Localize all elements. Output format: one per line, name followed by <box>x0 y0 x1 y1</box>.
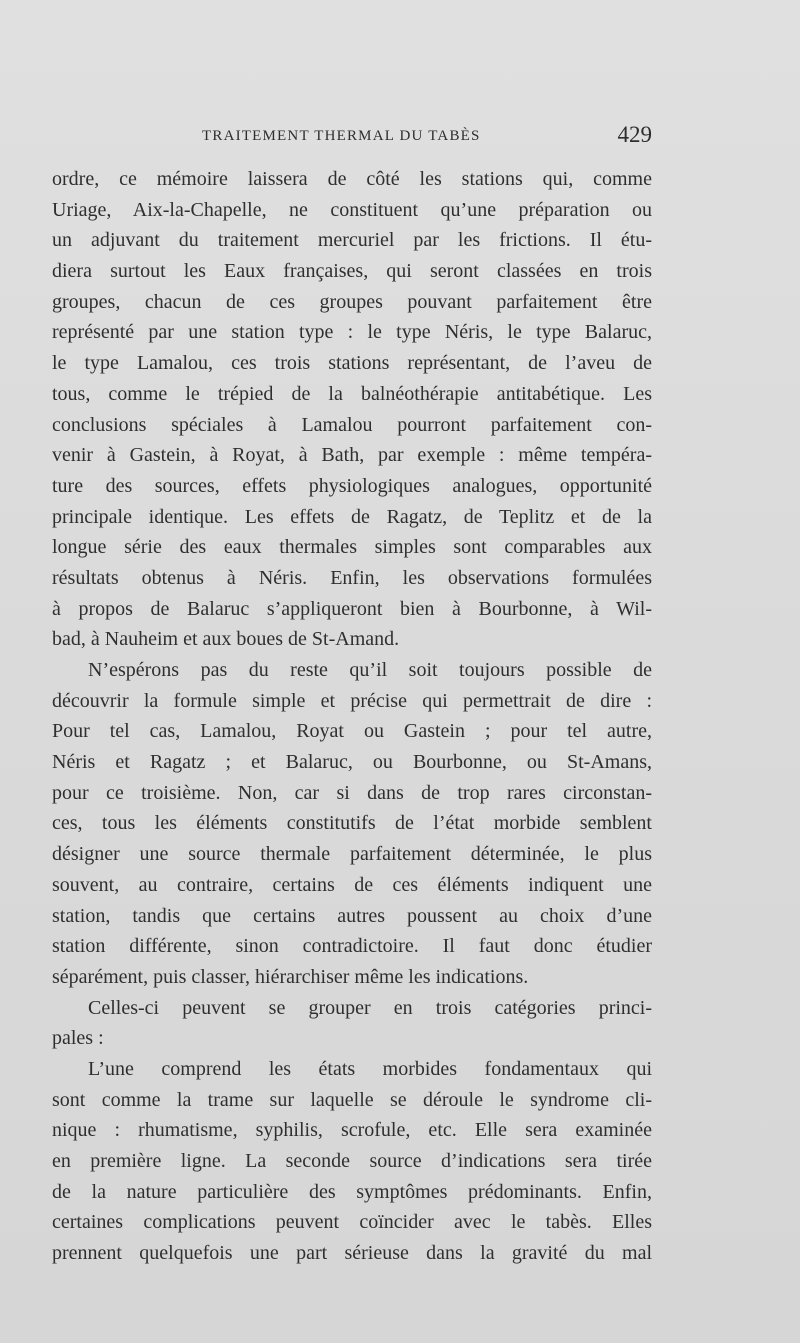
text-line: nique : rhumatisme, syphilis, scrofule, etc. Elle sera examinée <box>52 1119 652 1142</box>
text-line: souvent, au contraire, certains de ces éléments indiquent une <box>52 873 652 896</box>
text-line: Uriage, Aix-la-Chapelle, ne constituent qu’une préparation ou <box>52 198 652 221</box>
text-line: station différente, sinon contradictoire. Il faut donc étudier <box>52 935 652 958</box>
text-line: groupes, chacun de ces groupes pouvant parfaitement être <box>52 290 652 313</box>
running-head <box>52 122 652 152</box>
text-line: ture des sources, effets physiologiques analogues, opportunité <box>52 474 652 497</box>
text-line: certaines complications peuvent coïncider avec le tabès. Elles <box>52 1211 652 1234</box>
text-line: Pour tel cas, Lamalou, Royat ou Gastein ; pour tel autre, <box>52 720 652 743</box>
text-line: désigner une source thermale parfaitement déterminée, le plus <box>52 843 652 866</box>
text-line: pales : <box>52 1027 104 1050</box>
text-line: longue série des eaux thermales simples sont comparables aux <box>52 536 652 559</box>
text-line: pour ce troisième. Non, car si dans de trop rares circonstan- <box>52 781 652 804</box>
running-title: TRAITEMENT THERMAL DU TABÈS <box>202 128 481 144</box>
text-line: N’espérons pas du reste qu’il soit toujours possible de <box>88 659 652 681</box>
text-line: ces, tous les éléments constitutifs de l’état morbide semblent <box>52 812 652 835</box>
page-number: 429 <box>617 122 652 147</box>
text-line: en première ligne. La seconde source d’indications sera tirée <box>52 1150 652 1172</box>
text-line: sont comme la trame sur laquelle se déroule le syndrome cli- <box>52 1088 652 1111</box>
text-line: prennent quelquefois une part sérieuse dans la gravité du mal <box>52 1242 652 1265</box>
text-line: Néris et Ragatz ; et Balaruc, ou Bourbonne, ou St-Amans, <box>52 751 652 774</box>
text-line: ordre, ce mémoire laissera de côté les stations qui, comme <box>52 168 652 190</box>
text-line: séparément, puis classer, hiérarchiser même les indications. <box>52 965 529 988</box>
text-line: bad, à Nauheim et aux boues de St-Amand. <box>52 628 400 651</box>
text-line: de la nature particulière des symptômes prédominants. Enfin, <box>52 1180 652 1203</box>
text-line: représenté par une station type : le type Néris, le type Balaruc, <box>52 321 652 344</box>
text-line: L’une comprend les états morbides fondamentaux qui <box>88 1057 652 1080</box>
text-line: station, tandis que certains autres poussent au choix d’une <box>52 904 652 927</box>
text-line: diera surtout les Eaux françaises, qui seront classées en trois <box>52 260 652 283</box>
text-line: le type Lamalou, ces trois stations représentant, de l’aveu de <box>52 352 652 375</box>
text-line: Celles-ci peuvent se grouper en trois catégories princi- <box>88 996 652 1019</box>
text-line: venir à Gastein, à Royat, à Bath, par exemple : même tempéra- <box>52 444 652 467</box>
text-line: résultats obtenus à Néris. Enfin, les observations formulées <box>52 566 652 589</box>
body-text <box>52 164 652 1269</box>
text-line: un adjuvant du traitement mercuriel par les frictions. Il étu- <box>52 229 652 252</box>
text-line: principale identique. Les effets de Ragatz, de Teplitz et de la <box>52 505 652 528</box>
text-line: à propos de Balaruc s’appliqueront bien à Bourbonne, à Wil- <box>52 597 652 620</box>
text-line: découvrir la formule simple et précise qui permettrait de dire : <box>52 689 652 712</box>
text-line: conclusions spéciales à Lamalou pourront parfaitement con- <box>52 413 652 436</box>
text-line: tous, comme le trépied de la balnéothérapie antitabétique. Les <box>52 382 652 405</box>
